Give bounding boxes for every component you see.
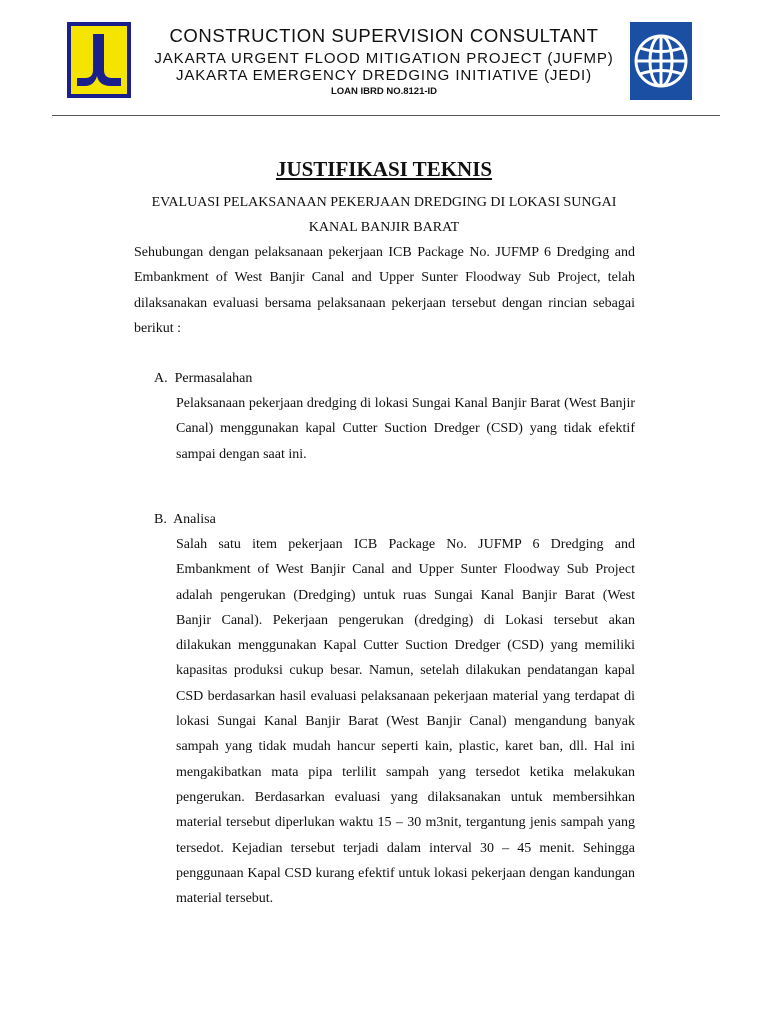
public-works-emblem-icon xyxy=(71,26,127,94)
intro-paragraph: Sehubungan dengan pelaksanaan pekerjaan ICB Package No. JUFMP 6 Dredging and Embankment of West Banjir Canal and Upper Sunter Floodway Sub Project, telah dilaksanakan evaluasi bersama pelaksanaan pekerjaan tersebut dengan rincian sebagai berikut : xyxy=(134,245,635,336)
section-b-body: Salah satu item pekerjaan ICB Package No. JUFMP 6 Dredging and Embankment of West Banjir Canal and Upper Sunter Floodway Sub Project adalah pengerukan (Dredging) untuk ruas Sungai Kanal Banjir Barat (West Banjir Canal). Pekerjaan pengerukan (dredging) di Lokasi tersebut akan dilakukan menggunakan Kapal Cutter Suction Dredger (CSD) yang memiliki kapasitas produksi cukup besar. Namun, setelah dilakukan pendatangan kapal CSD berdasarkan hasil evaluasi pelaksanaan pekerjaan material yang terdapat di lokasi Sungai Kanal Banjir Barat (West Banjir Canal) mengandung banyak sampah yang tidak mudah hancur seperti kain, plastic, karet ban, dll. Hal ini mengakibatkan mata pipa terlilit sampah yang tersedot ketika melakukan pengerukan. Berdasarkan evaluasi yang dilaksanakan untuk membersihkan material tersebut diperlukan waktu 15 – 30 m3nit, tergantung jenis sampah yang tersedot. Kejadian tersebut terjadi dalam interval 30 – 45 menit. Sehingga penggunaan Kapal CSD kurang efektif untuk lokasi pekerjaan dengan kandungan material tersebut. xyxy=(176,537,635,907)
section-b-label: B. Analisa xyxy=(154,512,216,527)
section-a-body: Pelaksanaan pekerjaan dredging di lokasi Sungai Kanal Banjir Barat (West Banjir Canal) menggunakan kapal Cutter Suction Dredger (CSD) yang tidak efektif sampai dengan saat ini. xyxy=(176,396,635,462)
header-divider xyxy=(52,115,720,116)
document-subtitle: EVALUASI PELAKSANAAN PEKERJAAN DREDGING DI LOKASI SUNGAI KANAL BANJIR BARAT xyxy=(151,195,617,235)
public-works-logo-field xyxy=(71,26,127,94)
consultant-heading: CONSTRUCTION SUPERVISION CONSULTANT xyxy=(169,25,599,46)
project-name-jufmp: JAKARTA URGENT FLOOD MITIGATION PROJECT (JUFMP) xyxy=(154,50,614,67)
world-bank-globe-logo xyxy=(630,22,692,100)
globe-icon xyxy=(630,22,692,100)
section-a-label: A. Permasalahan xyxy=(154,371,253,386)
project-name-jedi: JAKARTA EMERGENCY DREDGING INITIATIVE (JEDI) xyxy=(175,67,593,84)
loan-number: LOAN IBRD NO.8121-ID xyxy=(330,86,438,97)
public-works-logo xyxy=(67,22,131,98)
document-title: JUSTIFIKASI TEKNIS xyxy=(275,157,493,181)
